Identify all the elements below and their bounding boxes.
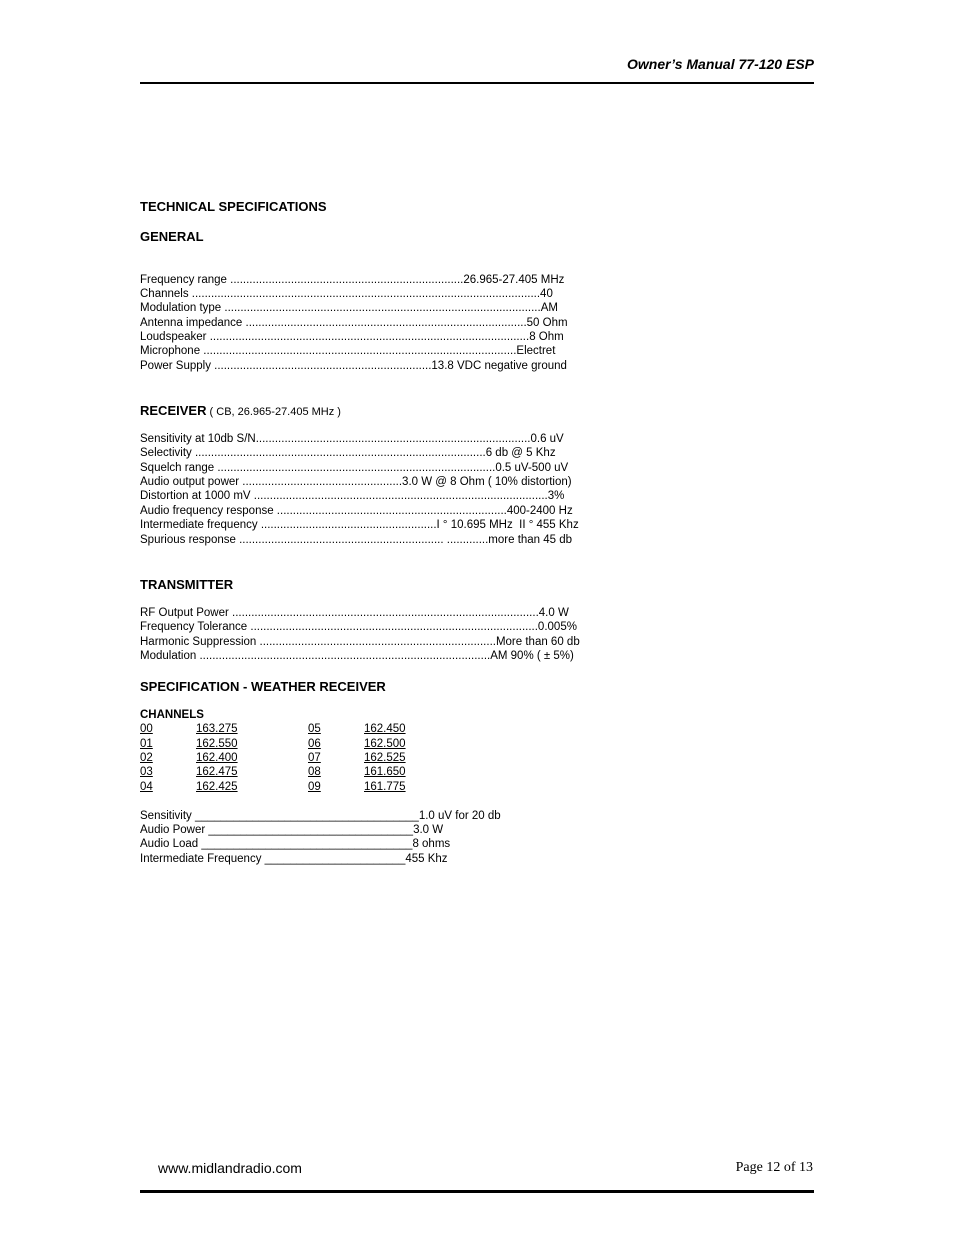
channel-frequency: 162.425: [196, 781, 238, 793]
receiver-spurious-response: Spurious response ................................................................ .............more than 45 db: [140, 534, 573, 546]
transmitter-modulation: Modulation ...........................................................................................AM 90% ( ± 5%): [140, 650, 574, 662]
weather-audio-power: Audio Power ________________________________3.0 W: [140, 824, 444, 836]
general-loudspeaker: Loudspeaker ....................................................................................................8 Ohm: [140, 331, 564, 343]
heading-receiver-subtitle: ( CB, 26.965-27.405 MHz ): [206, 406, 341, 418]
channel-number: 00: [140, 723, 153, 735]
heading-receiver-label: RECEIVER: [140, 403, 207, 418]
channel-number: 04: [140, 781, 153, 793]
channel-number: 03: [140, 766, 153, 778]
header-title: Owner’s Manual 77-120 ESP: [626, 56, 814, 72]
weather-intermediate-frequency: Intermediate Frequency ______________________455 Khz: [140, 853, 448, 865]
channel-number: 02: [140, 752, 153, 764]
general-antenna-impedance: Antenna impedance ........................................................................................50 Ohm: [140, 317, 568, 329]
footer-rule: [140, 1190, 814, 1193]
transmitter-frequency-tolerance: Frequency Tolerance ..........................................................................................0.005%: [140, 621, 577, 633]
channel-number: 05: [308, 723, 321, 735]
transmitter-harmonic-suppression: Harmonic Suppression ..........................................................................More than 60 db: [140, 636, 580, 648]
channel-frequency: 162.525: [364, 752, 406, 764]
heading-weather-receiver: SPECIFICATION - WEATHER RECEIVER: [140, 679, 386, 694]
channel-frequency: 162.500: [364, 738, 406, 750]
transmitter-rf-output-power: RF Output Power ................................................................................................4.0 W: [140, 607, 569, 619]
heading-channels: CHANNELS: [140, 709, 204, 721]
receiver-audio-output-power: Audio output power ..................................................3.0 W @ 8 Ohm ( 10% distortion): [140, 476, 572, 488]
general-frequency-range: Frequency range .........................................................................26.965-27.405 MHz: [140, 274, 565, 286]
header-rule: [140, 82, 814, 84]
general-channels: Channels .............................................................................................................40: [140, 288, 553, 300]
channel-frequency: 161.650: [364, 766, 406, 778]
receiver-intermediate-frequency: Intermediate frequency .......................................................I ° 10.695 MHz II ° 455 Khz: [140, 519, 579, 531]
weather-sensitivity: Sensitivity ___________________________________1.0 uV for 20 db: [140, 810, 501, 822]
channel-frequency: 162.475: [196, 766, 238, 778]
channel-number: 08: [308, 766, 321, 778]
channel-frequency: 161.775: [364, 781, 406, 793]
heading-transmitter: TRANSMITTER: [140, 577, 234, 592]
general-modulation-type: Modulation type ...................................................................................................AM: [140, 302, 558, 314]
channel-frequency: 162.450: [364, 723, 406, 735]
channel-number: 09: [308, 781, 321, 793]
general-microphone: Microphone ..................................................................................................Electret: [140, 345, 556, 357]
channel-number: 06: [308, 738, 321, 750]
receiver-audio-frequency-response: Audio frequency response ........................................................................400-2400 Hz: [140, 505, 573, 517]
footer-page-number: Page 12 of 13: [735, 1160, 813, 1175]
receiver-squelch-range: Squelch range .......................................................................................0.5 uV-500 uV: [140, 462, 569, 474]
channel-frequency: 162.550: [196, 738, 238, 750]
heading-receiver: [140, 403, 341, 418]
channel-number: 01: [140, 738, 153, 750]
general-power-supply: Power Supply ....................................................................13.8 VDC negative ground: [140, 360, 567, 372]
receiver-sensitivity: Sensitivity at 10db S/N......................................................................................0.6 uV: [140, 433, 564, 445]
weather-audio-load: Audio Load _________________________________8 ohms: [140, 838, 451, 850]
channel-frequency: 162.400: [196, 752, 238, 764]
heading-technical-specifications: TECHNICAL SPECIFICATIONS: [140, 199, 327, 214]
channel-frequency: 163.275: [196, 723, 238, 735]
footer-url: www.midlandradio.com: [158, 1160, 302, 1176]
receiver-distortion: Distortion at 1000 mV ............................................................................................3%: [140, 490, 565, 502]
receiver-selectivity: Selectivity ...........................................................................................6 db @ 5 Khz: [140, 447, 556, 459]
channel-number: 07: [308, 752, 321, 764]
heading-general: GENERAL: [140, 229, 204, 244]
